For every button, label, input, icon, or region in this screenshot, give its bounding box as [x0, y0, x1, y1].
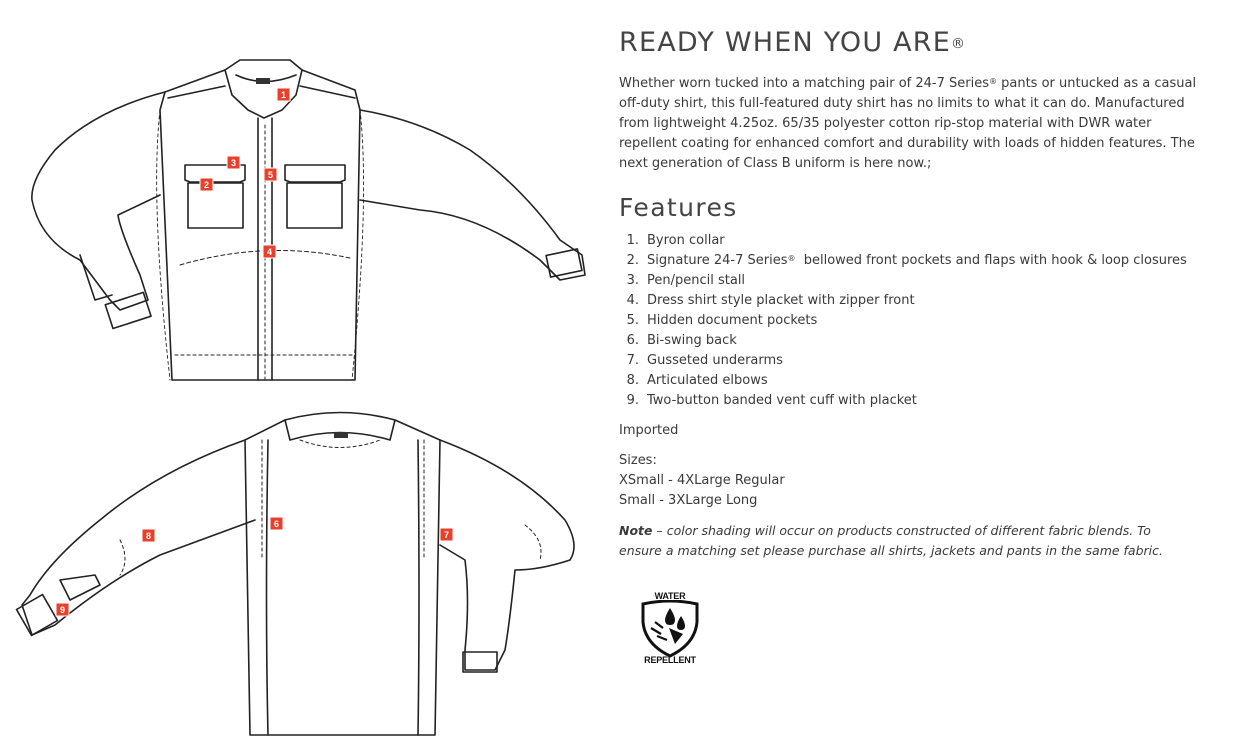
- registered-mark: ®: [988, 77, 997, 86]
- page-title: READY WHEN YOU ARE®: [619, 27, 966, 58]
- sizes-label: Sizes:: [619, 453, 657, 468]
- svg-text:2: 2: [203, 180, 210, 190]
- intro-paragraph: Whether worn tucked into a matching pair of 24-7 Series® pants or untucked as a casual off-duty shirt, this full-featured duty shirt has no limits to what it can do. Manufactured from lightweight 4.25oz. 65/35 polyester cotton rip-stop material with DWR water repellent coating for enhanced comfort and durability with loads of hidden features. The next generation of Class B uniform is here now.;: [619, 76, 1197, 171]
- callout-4: [263, 245, 276, 258]
- feature-item: 2. Signature 24-7 Series® bellowed front pockets and flaps with hook & loop closures: [626, 253, 1187, 268]
- front-shirt-drawing: [32, 60, 585, 380]
- back-collar-label: [334, 432, 348, 438]
- svg-text:1: 1: [280, 90, 287, 100]
- feature-item: 8. Articulated elbows: [626, 373, 768, 388]
- product-details: [619, 26, 1209, 561]
- callout-1: [277, 88, 290, 101]
- callout-7: [440, 528, 453, 541]
- feature-item: 7. Gusseted underarms: [626, 353, 783, 368]
- front-collar-label: [256, 78, 270, 84]
- callout-9: [56, 603, 69, 616]
- sizes-regular: XSmall - 4XLarge Regular: [619, 473, 785, 488]
- color-note: Note – color shading will occur on products constructed of different fabric blends. To ensure a matching set please purchase all shirts, jackets and pants in the same fabric.: [619, 523, 1163, 558]
- feature-item: 6. Bi-swing back: [626, 333, 737, 348]
- callout-2: [200, 178, 213, 191]
- feature-item: 9. Two-button banded vent cuff with placket: [626, 393, 917, 408]
- feature-item: 1. Byron collar: [626, 233, 725, 248]
- shirt-illustrations: [0, 0, 600, 755]
- feature-item: 4. Dress shirt style placket with zipper front: [626, 293, 915, 308]
- svg-text:5: 5: [267, 170, 274, 180]
- callout-5: [264, 168, 277, 181]
- imported-text: Imported: [619, 423, 679, 438]
- svg-text:8: 8: [145, 531, 152, 541]
- sizes-long: Small - 3XLarge Long: [619, 493, 758, 508]
- badge-bottom-text: REPELLENT: [644, 655, 696, 665]
- callout-6: [270, 517, 283, 530]
- water-repellent-badge: [635, 590, 705, 670]
- registered-mark: ®: [951, 36, 966, 52]
- svg-text:6: 6: [273, 519, 280, 529]
- water-repellent-shield-icon: [635, 600, 705, 660]
- svg-text:7: 7: [443, 530, 450, 540]
- feature-item: 3. Pen/pencil stall: [626, 273, 746, 288]
- sizes-block: [619, 451, 1209, 511]
- features-heading: Features: [619, 193, 738, 222]
- svg-text:4: 4: [266, 247, 273, 257]
- back-shirt-drawing: [17, 413, 574, 736]
- badge-top-text: WATER: [654, 591, 686, 601]
- feature-item: 5. Hidden document pockets: [626, 313, 818, 328]
- svg-text:3: 3: [230, 158, 237, 168]
- callout-3: [227, 156, 240, 169]
- features-list: [619, 231, 1209, 411]
- svg-text:9: 9: [59, 605, 66, 615]
- shirt-drawings-svg: [0, 0, 600, 755]
- callout-8: [142, 529, 155, 542]
